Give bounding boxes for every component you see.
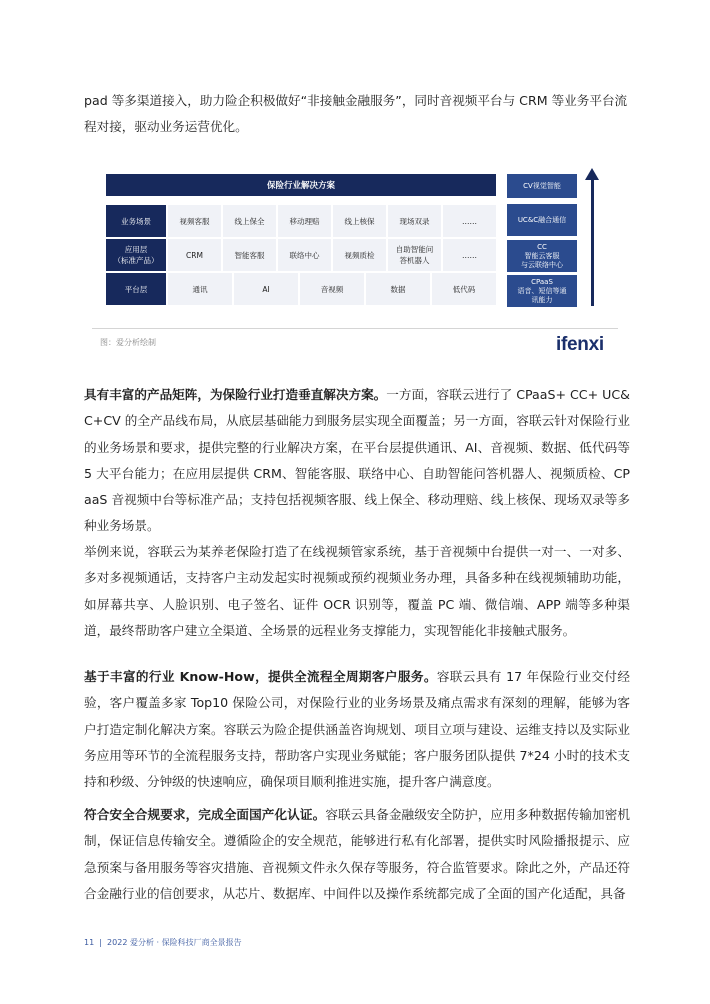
intro-line-1: pad 等多渠道接入，助力险企积极做好“非接触金融服务”，同时音视频平台与 CRM 等业务平台流	[84, 93, 628, 108]
diagram-cell: 自助智能问 答机器人	[388, 239, 441, 271]
row-label: 应用层 （标准产品）	[106, 239, 166, 271]
diagram-cell: 视频客服	[168, 205, 221, 237]
diagram-cell: 智能客服	[223, 239, 276, 271]
diagram-cell: 线上核保	[333, 205, 386, 237]
diagram-cell: ……	[443, 205, 496, 237]
row-label: 业务场景	[106, 205, 166, 237]
diagram-cell: ……	[443, 239, 496, 271]
paragraph-lead: 具有丰富的产品矩阵，为保险行业打造垂直解决方案。	[84, 387, 387, 402]
diagram-cell: AI	[234, 273, 298, 305]
paragraph-lead: 符合安全合规要求，完成全面国产化认证。	[84, 807, 326, 822]
diagram-cell: 通讯	[168, 273, 232, 305]
row-label: 平台层	[106, 273, 166, 305]
page-footer: 11 | 2022 爱分析 · 保险科技厂商全景报告	[84, 938, 242, 947]
diagram-cell: CRM	[168, 239, 221, 271]
ifenxi-logo: ifenxi	[556, 334, 604, 355]
up-arrow-line	[591, 176, 594, 306]
paragraph-product-matrix	[84, 382, 630, 540]
intro-line-2: 程对接，驱动业务运营优化。	[84, 119, 248, 134]
paragraph-know-how	[84, 664, 630, 795]
side-box-cc: CC 智能云客服 与云联络中心	[507, 240, 577, 272]
solution-diagram	[106, 168, 606, 314]
diagram-cell: 视频质检	[333, 239, 386, 271]
diagram-cell: 数据	[366, 273, 430, 305]
paragraph-compliance	[84, 802, 630, 907]
paragraph-example	[84, 539, 630, 644]
row-platform-layer	[106, 273, 496, 305]
figure-caption: 图：爱分析绘制	[100, 338, 156, 347]
paragraph-body: 一方面，容联云进行了 CPaaS+ CC+ UC&C+CV 的全产品线布局，从底层基础能力到服务层实现全面覆盖；另一方面，容联云针对保险行业的业务场景和要求，提供完整的行业解决方案，在平台层提供通讯、AI、音视频、数据、低代码等 5 大平台能力；在应用层提供 CRM、智能客服、联络中心、自助智能问答机器人、视频质检、CPaaS 音视频中台等标准产品；支持包括视频客服、线上保全、移动理赔、线上核保、现场双录等多种业务场景。	[84, 387, 630, 534]
diagram-cell: 移动理赔	[278, 205, 331, 237]
side-box-ucc: UC&C融合通信	[507, 204, 577, 236]
row-business-scenarios	[106, 205, 496, 237]
paragraph-lead: 基于丰富的行业 Know-How，提供全流程全周期客户服务。	[84, 669, 437, 684]
paragraph-body: 举例来说，容联云为某养老保险打造了在线视频管家系统，基于音视频中台提供一对一、一对多、多对多视频通话，支持客户主动发起实时视频或预约视频业务办理，具备多种在线视频辅助功能，如屏幕共享、人脸识别、电子签名、证件 OCR 识别等，覆盖 PC 端、微信端、APP 端等多种渠道，最终帮助客户建立全渠道、全场景的远程业务支撑能力，实现智能化非接触式服务。	[84, 544, 630, 638]
paragraph-body: 容联云具有 17 年保险行业交付经验，客户覆盖多家 Top10 保险公司，对保险行业的业务场景及痛点需求有深刻的理解，能够为客户打造定制化解决方案。容联云为险企提供涵盖咨询规划、项目立项与建设、运维支持以及实际业务应用等环节的全流程服务支持，帮助客户实现业务赋能；客户服务团队提供 7*24 小时的技术支持和秒级、分钟级的快速响应，确保项目顺利推进实施，提升客户满意度。	[84, 669, 630, 790]
side-box-cv: CV视觉智能	[507, 174, 577, 198]
diagram-title: 保险行业解决方案	[106, 174, 496, 196]
diagram-cell: 音视频	[300, 273, 364, 305]
side-box-cpaas: CPaaS 语音、短信等通 讯能力	[507, 275, 577, 307]
diagram-cell: 联络中心	[278, 239, 331, 271]
row-application-layer	[106, 239, 496, 271]
diagram-cell: 线上保全	[223, 205, 276, 237]
paragraph-body: 容联云具备金融级安全防护，应用多种数据传输加密机制，保证信息传输安全。遵循险企的安全规范，能够进行私有化部署，提供实时风险播报提示、应急预案与备用服务等容灾措施、音视频文件永久保存等服务，符合监管要求。除此之外，产品还符合金融行业的信创要求，从芯片、数据库、中间件以及操作系统都完成了全面的国产化适配，具备	[84, 807, 631, 901]
diagram-cell: 低代码	[432, 273, 496, 305]
figure-divider	[92, 328, 618, 329]
arrow-up-icon	[585, 168, 599, 180]
diagram-cell: 现场双录	[388, 205, 441, 237]
